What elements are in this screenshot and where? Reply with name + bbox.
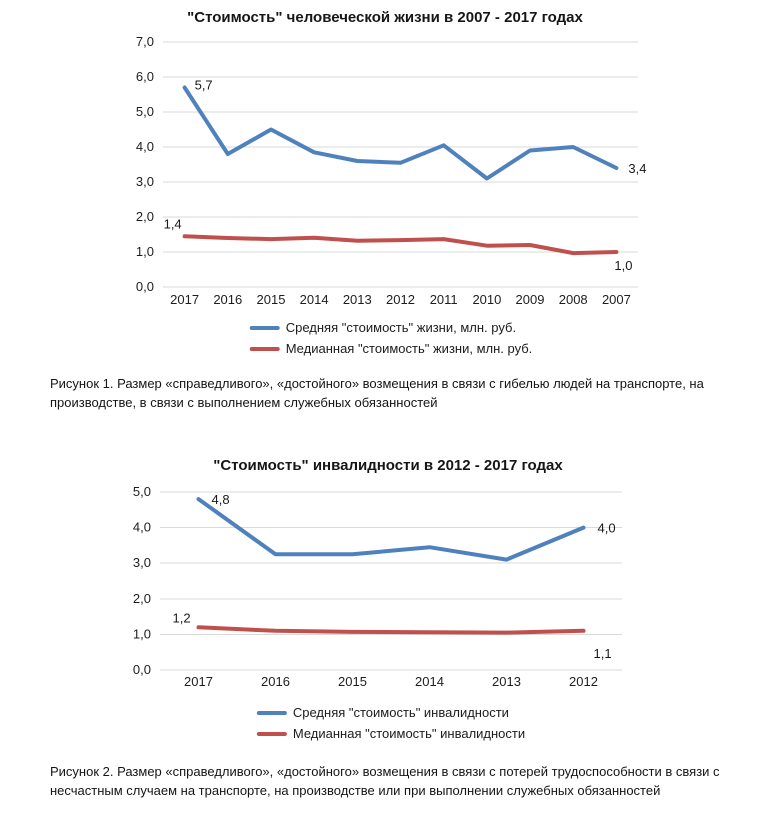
data-label: 1,1: [593, 645, 612, 661]
legend-label: Средняя "стоимость" жизни, млн. руб.: [285, 320, 517, 335]
y-tick-label: 6,0: [135, 69, 154, 84]
x-axis-label: 2015: [256, 292, 286, 307]
chart-title: "Стоимость" инвалидности в 2012 - 2017 годах: [213, 457, 563, 474]
x-axis-label: 2014: [299, 292, 329, 307]
mean-series-line: [199, 499, 584, 559]
legend-label: Средняя "стоимость" инвалидности: [292, 705, 509, 720]
y-tick-label: 4,0: [135, 139, 154, 154]
x-axis-label: 2010: [472, 292, 502, 307]
x-axis-label: 2012: [569, 674, 598, 689]
x-axis-label: 2016: [213, 292, 243, 307]
data-label: 4,0: [597, 520, 616, 536]
chart-title: "Стоимость" человеческой жизни в 2007 - 2017 годах: [187, 9, 583, 26]
median-series-line: [185, 236, 617, 253]
y-tick-label: 4,0: [132, 519, 151, 535]
x-axis-label: 2011: [429, 292, 458, 307]
y-tick-label: 1,0: [132, 626, 151, 642]
figure-2-caption: Рисунок 2. Размер «справедливого», «достойного» возмещения в связи с потерей трудоспособности в связи с несчастным случаем на транспорте, на производстве или при выполнении служебных обязанностей: [50, 764, 720, 798]
y-tick-label: 2,0: [132, 590, 151, 606]
x-axis-label: 2013: [492, 674, 521, 689]
y-tick-label: 3,0: [135, 174, 154, 189]
y-tick-label: 0,0: [135, 279, 154, 294]
legend-swatch: [250, 347, 280, 351]
x-axis-label: 2007: [601, 292, 631, 307]
x-axis-label: 2016: [261, 674, 290, 689]
y-tick-label: 2,0: [135, 209, 154, 224]
data-label: 1,2: [172, 610, 191, 626]
y-tick-label: 7,0: [135, 34, 154, 49]
legend-label: Медианная "стоимость" инвалидности: [292, 726, 526, 741]
mean-series-line: [185, 88, 617, 179]
x-axis-label: 2008: [558, 292, 588, 307]
disability-cost-chart: [0, 448, 782, 696]
legend-item: [257, 723, 525, 744]
data-label: 4,8: [211, 492, 230, 508]
x-axis-label: 2017: [170, 292, 200, 307]
legend-item: [250, 338, 533, 359]
data-label: 1,4: [163, 216, 182, 232]
y-tick-label: 5,0: [135, 104, 154, 119]
y-tick-label: 5,0: [132, 484, 151, 499]
legend-swatch: [257, 711, 287, 715]
legend-label: Медианная "стоимость" жизни, млн. руб.: [285, 341, 533, 356]
x-axis-label: 2012: [386, 292, 415, 307]
median-series-line: [199, 627, 584, 632]
y-tick-label: 3,0: [132, 555, 151, 571]
figure-1-caption: Рисунок 1. Размер «справедливого», «достойного» возмещения в связи с гибелью людей на транспорте, на производстве, в связи с выполнением служебных обязанностей: [50, 376, 704, 410]
x-axis-label: 2013: [342, 292, 372, 307]
y-tick-label: 0,0: [132, 662, 151, 677]
legend-swatch: [257, 732, 287, 736]
x-axis-label: 2009: [515, 292, 545, 307]
data-label: 5,7: [194, 77, 213, 93]
legend-swatch: [250, 326, 280, 330]
data-label: 1,0: [614, 258, 633, 273]
legend-item: [257, 702, 525, 723]
x-axis-label: 2014: [415, 674, 444, 689]
x-axis-label: 2015: [338, 674, 367, 689]
disability-cost-chart-legend: [257, 702, 525, 744]
x-axis-label: 2017: [184, 674, 213, 689]
life-cost-chart-legend: [250, 317, 533, 359]
data-label: 3,4: [628, 161, 647, 176]
legend-item: [250, 317, 533, 338]
life-cost-chart: [0, 0, 782, 312]
y-tick-label: 1,0: [135, 244, 154, 259]
